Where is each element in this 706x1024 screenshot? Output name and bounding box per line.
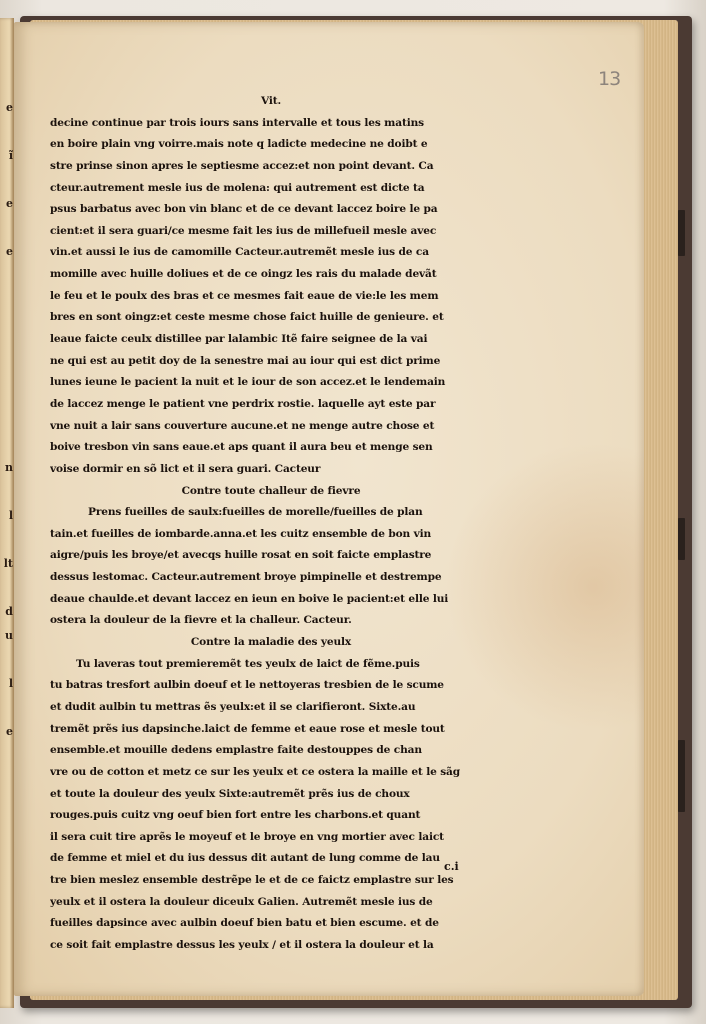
text-line: ostera la douleur de la fievre et la challeur. Cacteur. bbox=[50, 614, 352, 627]
left-page-fragment: d bbox=[5, 605, 13, 618]
text-line: et toute la douleur des yeulx Sixte:autremẽt prẽs ius de choux bbox=[50, 787, 410, 800]
text-line: vne nuit a lair sans couverture aucune.et ne menge autre chose et bbox=[50, 419, 435, 432]
text-line: Tu laveras tout premieremẽt tes yeulx de laict de fẽme.puis bbox=[76, 657, 420, 670]
left-page-fragment bbox=[0, 840, 14, 864]
left-page-fragment bbox=[0, 432, 14, 456]
left-page-fragment bbox=[0, 288, 14, 312]
text-line: ensemble.et mouille dedens emplastre faite destouppes de chan bbox=[50, 744, 422, 757]
text-line: en boire plain vng voirre.mais note q ladicte medecine ne doibt e bbox=[50, 138, 428, 151]
left-page-fragment bbox=[0, 264, 14, 288]
text-line: ne qui est au petit doy de la senestre mai au iour qui est dict prime bbox=[50, 354, 441, 367]
page-text-block bbox=[50, 91, 492, 957]
text-line: leaue faicte ceulx distillee par lalambic Itẽ faire seignee de la vai bbox=[50, 333, 428, 346]
text-line: momille avec huille doliues et de ce oingz les rais du malade devãt bbox=[50, 268, 437, 281]
left-page-fragment: e bbox=[6, 245, 13, 258]
text-line: ce soit fait emplastre dessus les yeulx / et il ostera la douleur et la bbox=[50, 938, 434, 951]
text-line: tre bien meslez ensemble destrẽpe le et de ce faictz emplastre sur les bbox=[50, 874, 454, 887]
text-line: psus barbatus avec bon vin blanc et de ce devant laccez boire le pa bbox=[50, 203, 438, 216]
left-page-fragment bbox=[0, 936, 14, 960]
left-page-fragment bbox=[0, 576, 14, 600]
left-page-fragment bbox=[0, 360, 14, 384]
text-line: aigre/puis les broye/et avecqs huille rosat en soit faicte emplastre bbox=[50, 549, 432, 562]
left-page-fragment bbox=[0, 312, 14, 336]
left-page-fragment bbox=[0, 816, 14, 840]
signature-mark: c.i bbox=[444, 860, 459, 873]
left-page-fragment bbox=[0, 168, 14, 192]
body-lines bbox=[50, 113, 492, 957]
text-line: fueilles dapsince avec aulbin doeuf bien batu et bien escume. et de bbox=[50, 917, 439, 930]
left-page-fragment: lt bbox=[3, 557, 13, 570]
left-page-fragment bbox=[0, 480, 14, 504]
right-page bbox=[14, 22, 644, 996]
text-line: deaue chaulde.et devant laccez en ieun en boive le pacient:et elle lui bbox=[50, 592, 449, 605]
left-page-fragment: e bbox=[6, 197, 13, 210]
left-page-fragment bbox=[0, 408, 14, 432]
text-line: de femme et miel et du ius dessus dit autant de lung comme de lau bbox=[50, 852, 440, 865]
left-page-edge bbox=[0, 18, 14, 1008]
text-line: dessus lestomac. Cacteur.autrement broye pimpinelle et destrempe bbox=[50, 571, 442, 584]
left-page-fragment: e bbox=[6, 725, 13, 738]
left-page-fragment bbox=[0, 648, 14, 672]
text-line: cteur.autrement mesle ius de molena: qui autrement est dicte ta bbox=[50, 181, 425, 194]
text-line: et dudit aulbin tu mettras ẽs yeulx:et il se clarifieront. Sixte.au bbox=[50, 700, 416, 713]
left-page-fragment: e bbox=[6, 101, 13, 114]
left-page-fragment bbox=[0, 792, 14, 816]
left-page-fragment bbox=[0, 696, 14, 720]
text-line: cient:et il sera guari/ce mesme fait les ius de millefueil mesle avec bbox=[50, 224, 437, 237]
left-page-fragments bbox=[0, 18, 14, 1008]
left-page-fragment bbox=[0, 336, 14, 360]
left-page-fragment: l bbox=[8, 509, 13, 522]
left-page-fragment: u bbox=[5, 629, 13, 642]
text-line: le feu et le poulx des bras et ce mesmes fait eaue de vie:le les mem bbox=[50, 289, 439, 302]
left-page-fragment: n bbox=[5, 461, 13, 474]
text-line: Prens fueilles de saulx:fueilles de morelle/fueilles de plan bbox=[88, 506, 423, 519]
text-line: rouges.puis cuitz vng oeuf bien fort entre les charbons.et quant bbox=[50, 809, 421, 822]
text-line: yeulx et il ostera la douleur diceulx Galien. Autremẽt mesle ius de bbox=[50, 895, 433, 908]
running-head: Vit. bbox=[260, 95, 282, 107]
left-page-fragment bbox=[0, 768, 14, 792]
text-line: de laccez menge le patient vne perdrix rostie. laquelle ayt este par bbox=[50, 397, 436, 410]
left-page-fragment bbox=[0, 384, 14, 408]
left-page-fragment bbox=[0, 528, 14, 552]
text-line: vin.et aussi le ius de camomille Cacteur.autremẽt mesle ius de ca bbox=[50, 246, 429, 259]
text-line: il sera cuit tire aprẽs le moyeuf et le broye en vng mortier avec laict bbox=[50, 830, 444, 843]
page-tab-marker bbox=[678, 518, 685, 560]
left-page-fragment: ĩ bbox=[8, 149, 13, 162]
text-line: voise dormir en sõ lict et il sera guari. Cacteur bbox=[50, 462, 321, 475]
page-tab-marker bbox=[678, 210, 685, 256]
section-heading: Contre toute challeur de fievre bbox=[181, 484, 361, 497]
section-heading: Contre la maladie des yeulx bbox=[190, 636, 352, 649]
text-line: tain.et fueilles de iombarde.anna.et les cuitz ensemble de bon vin bbox=[50, 527, 432, 540]
left-page-fragment bbox=[0, 912, 14, 936]
left-page-fragment bbox=[0, 864, 14, 888]
left-page-fragment bbox=[0, 888, 14, 912]
text-line: decine continue par trois iours sans intervalle et tous les matins bbox=[50, 116, 424, 129]
text-line: tu batras tresfort aulbin doeuf et le nettoyeras tresbien de le scume bbox=[50, 679, 444, 692]
left-page-fragment bbox=[0, 120, 14, 144]
text-line: bres en sont oingz:et ceste mesme chose faict huille de genieure. et bbox=[50, 311, 444, 324]
text-line: vre ou de cotton et metz ce sur les yeulx et ce ostera la maille et le sãg bbox=[50, 765, 461, 778]
folio-number: 13 bbox=[598, 68, 621, 90]
left-page-fragment bbox=[0, 744, 14, 768]
left-page-fragment: l bbox=[8, 677, 13, 690]
text-line: boive tresbon vin sans eaue.et aps quant il aura beu et menge sen bbox=[50, 441, 433, 454]
left-page-fragment bbox=[0, 216, 14, 240]
page-tab-marker bbox=[678, 740, 685, 812]
text-line: stre prinse sinon apres le septiesme accez:et non point devant. Ca bbox=[50, 159, 434, 172]
text-line: lunes ieune le pacient la nuit et le iour de son accez.et le lendemain bbox=[50, 376, 446, 389]
text-line: tremẽt prẽs ius dapsinche.laict de femme et eaue rose et mesle tout bbox=[50, 722, 445, 735]
